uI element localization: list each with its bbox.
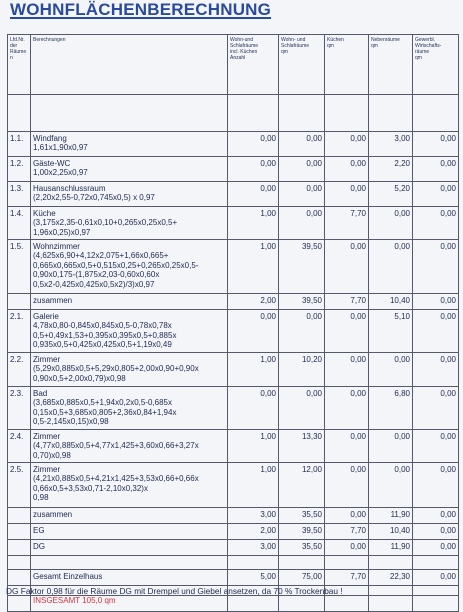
cell-wohn-qm: 0,00: [279, 310, 325, 353]
summary-label: Gesamt Einzelhaus: [31, 570, 228, 586]
spacer-row: [8, 556, 459, 570]
header-wohn-anzahl: Wohn-und Schlafräume incl. Küchen Anzahl: [228, 35, 279, 95]
table-row-bad: [8, 387, 459, 430]
summary-row-eg-zusammen: [8, 294, 459, 310]
area-calculation-table: [7, 34, 459, 612]
row-number: 1.2.: [8, 157, 31, 182]
cell-wohn-qm: 12,00: [279, 463, 325, 508]
cell-kuechen-qm: 0,00: [325, 540, 369, 556]
cell-anzahl: 1,00: [228, 353, 279, 387]
cell-neben-qm: 10,40: [369, 294, 413, 310]
summary-row-dg-zusammen: [8, 508, 459, 524]
cell-wohn-qm: 75,00: [279, 570, 325, 586]
cell-anzahl: 1,00: [228, 463, 279, 508]
cell-anzahl: 2,00: [228, 294, 279, 310]
table-row-galerie: [8, 310, 459, 353]
cell-gewerbl-qm: 0,00: [413, 508, 459, 524]
cell-anzahl: 0,00: [228, 387, 279, 430]
room-calculation: Zimmer (4,77x0,885x0,5+4,77x1,425+3,60x0,66+3,27x 0,70)x0,98: [31, 430, 228, 463]
cell-gewerbl-qm: 0,00: [413, 182, 459, 207]
cell-gewerbl-qm: 0,00: [413, 157, 459, 182]
cell-kuechen-qm: 0,00: [325, 310, 369, 353]
cell-wohn-qm: 0,00: [279, 182, 325, 207]
room-calculation: Küche (3,175x2,35-0,61x0,10+0,265x0,25x0,5+ 1,96x0,25)x0,97: [31, 207, 228, 240]
cell-anzahl: 3,00: [228, 508, 279, 524]
cell-wohn-qm: 0,00: [279, 132, 325, 157]
row-number: 1.5.: [8, 240, 31, 294]
row-number: 2.4.: [8, 430, 31, 463]
row-number: 2.5.: [8, 463, 31, 508]
cell-neben-qm: 3,00: [369, 132, 413, 157]
cell-kuechen-qm: 7,70: [325, 294, 369, 310]
room-calculation: Zimmer (4,21x0,885x0,5+4,21x1,425+3,53x0,66+0,66x 0,66x0,5+3,53x0,71-2,10x0,32)x 0,98: [31, 463, 228, 508]
cell-gewerbl-qm: 0,00: [413, 570, 459, 586]
header-gewerbl: Gewerbl. Wirtschafts- räume qm: [413, 35, 459, 95]
footer-note: DG Faktor 0,98 für die Räume DG mit Drempel und Giebel ansetzen, da 70 % Trockenbau !: [6, 586, 343, 596]
room-calculation: Zimmer (5,29x0,885x0,5+5,29x0,805+2,00x0,90+0,90x 0,90x0,5+2,00x0,79)x0,98: [31, 353, 228, 387]
cell-kuechen-qm: 0,00: [325, 132, 369, 157]
cell-kuechen-qm: 0,00: [325, 353, 369, 387]
row-number: 2.2.: [8, 353, 31, 387]
row-number: 2.1.: [8, 310, 31, 353]
cell-anzahl: 0,00: [228, 157, 279, 182]
cell-gewerbl-qm: 0,00: [413, 132, 459, 157]
cell-anzahl: 0,00: [228, 182, 279, 207]
cell-wohn-qm: 35,50: [279, 540, 325, 556]
cell-anzahl: 0,00: [228, 132, 279, 157]
cell-neben-qm: 11,90: [369, 540, 413, 556]
room-calculation: Bad (3,685x0,885x0,5+1,94x0,2x0,5-0,685x 0,15x0,5+3,685x0,805+2,36x0,84+1,94x 0,5-2,145x0,15)x0,98: [31, 387, 228, 430]
table-row-gaeste-wc: [8, 157, 459, 182]
summary-label: DG: [31, 540, 228, 556]
cell-neben-qm: 5,20: [369, 182, 413, 207]
cell-anzahl: 1,00: [228, 430, 279, 463]
cell-neben-qm: 0,00: [369, 353, 413, 387]
row-number: 1.1.: [8, 132, 31, 157]
cell-wohn-qm: 39,50: [279, 524, 325, 540]
cell-gewerbl-qm: 0,00: [413, 387, 459, 430]
cell-kuechen-qm: 0,00: [325, 463, 369, 508]
insgesamt-total: INSGESAMT 105,0 qm: [31, 596, 228, 612]
cell-neben-qm: 11,90: [369, 508, 413, 524]
cell-kuechen-qm: 0,00: [325, 240, 369, 294]
cell-anzahl: 2,00: [228, 524, 279, 540]
header-berechnungen: Berechnungen: [31, 35, 228, 95]
table-row-zimmer-2-4: [8, 430, 459, 463]
cell-kuechen-qm: 0,00: [325, 430, 369, 463]
table-row-windfang: [8, 132, 459, 157]
cell-kuechen-qm: 0,00: [325, 387, 369, 430]
cell-kuechen-qm: 0,00: [325, 182, 369, 207]
cell-wohn-qm: 39,50: [279, 240, 325, 294]
cell-gewerbl-qm: 0,00: [413, 294, 459, 310]
room-calculation: Windfang 1,61x1,90x0,97: [31, 132, 228, 157]
cell-wohn-qm: 10,20: [279, 353, 325, 387]
header-nr: Lfd.Nr. der Räume n: [8, 35, 31, 95]
table-row-wohnzimmer: [8, 240, 459, 294]
row-number: 1.4.: [8, 207, 31, 240]
cell-kuechen-qm: 7,70: [325, 207, 369, 240]
cell-gewerbl-qm: 0,00: [413, 430, 459, 463]
room-calculation: Wohnzimmer (4,625x6,90+4,12x2,075+1,66x0,665+ 0,665x0,665x0,5+0,515x0,25+0,265x0,25x0,5- 0,90x0,175-(1,875x2,03-0,60x0,60x 0,5x2-0,425x0,425x0,5x2)/3)x0,97: [31, 240, 228, 294]
cell-neben-qm: 0,00: [369, 240, 413, 294]
cell-gewerbl-qm: 0,00: [413, 524, 459, 540]
cell-neben-qm: 5,10: [369, 310, 413, 353]
cell-anzahl: 1,00: [228, 207, 279, 240]
cell-neben-qm: 2,20: [369, 157, 413, 182]
table-row-zimmer-2-2: [8, 353, 459, 387]
header-row: [8, 35, 459, 95]
cell-neben-qm: 22,30: [369, 570, 413, 586]
cell-neben-qm: 0,00: [369, 463, 413, 508]
summary-row-dg: [8, 540, 459, 556]
summary-row-gesamt: [8, 570, 459, 586]
cell-gewerbl-qm: 0,00: [413, 540, 459, 556]
cell-gewerbl-qm: 0,00: [413, 353, 459, 387]
room-calculation: Gäste-WC 1,00x2,25x0,97: [31, 157, 228, 182]
cell-gewerbl-qm: 0,00: [413, 240, 459, 294]
cell-wohn-qm: 13,30: [279, 430, 325, 463]
room-calculation: Hausanschlussraum (2,20x2,55-0,72x0,745x0,5) x 0,97: [31, 182, 228, 207]
summary-label: zusammen: [31, 294, 228, 310]
cell-neben-qm: 0,00: [369, 207, 413, 240]
row-number: 2.3.: [8, 387, 31, 430]
cell-kuechen-qm: 7,70: [325, 570, 369, 586]
row-number: 1.3.: [8, 182, 31, 207]
cell-wohn-qm: 35,50: [279, 508, 325, 524]
cell-wohn-qm: 0,00: [279, 387, 325, 430]
header-kuechen: Küchen qm: [325, 35, 369, 95]
summary-label: zusammen: [31, 508, 228, 524]
cell-anzahl: 1,00: [228, 240, 279, 294]
cell-kuechen-qm: 7,70: [325, 524, 369, 540]
cell-neben-qm: 0,00: [369, 430, 413, 463]
summary-row-eg: [8, 524, 459, 540]
room-calculation: Galerie 4,78x0,80-0,845x0,845x0,5-0,78x0,78x 0,5+0,49x1,53+0,395x0,395x0,5+0,885x 0,935x0,5+0,425x0,425x0,5+1,19x0,49: [31, 310, 228, 353]
table-row-zimmer-2-5: [8, 463, 459, 508]
cell-wohn-qm: 39,50: [279, 294, 325, 310]
cell-anzahl: 3,00: [228, 540, 279, 556]
header-wohn-qm: Wohn- und Schlafräume qm: [279, 35, 325, 95]
cell-neben-qm: 6,80: [369, 387, 413, 430]
table-row-hausanschlussraum: [8, 182, 459, 207]
cell-neben-qm: 10,40: [369, 524, 413, 540]
cell-gewerbl-qm: 0,00: [413, 463, 459, 508]
cell-gewerbl-qm: 0,00: [413, 310, 459, 353]
spacer-row: [8, 95, 459, 132]
table-row-kueche: [8, 207, 459, 240]
cell-kuechen-qm: 0,00: [325, 157, 369, 182]
cell-wohn-qm: 0,00: [279, 157, 325, 182]
cell-kuechen-qm: 0,00: [325, 508, 369, 524]
cell-wohn-qm: 0,00: [279, 207, 325, 240]
cell-anzahl: 0,00: [228, 310, 279, 353]
header-neben: Nebenräume qm: [369, 35, 413, 95]
summary-label: EG: [31, 524, 228, 540]
page-title: WOHNFLÄCHENBERECHNUNG: [10, 0, 272, 19]
cell-anzahl: 5,00: [228, 570, 279, 586]
total-row: [8, 596, 459, 612]
cell-gewerbl-qm: 0,00: [413, 207, 459, 240]
